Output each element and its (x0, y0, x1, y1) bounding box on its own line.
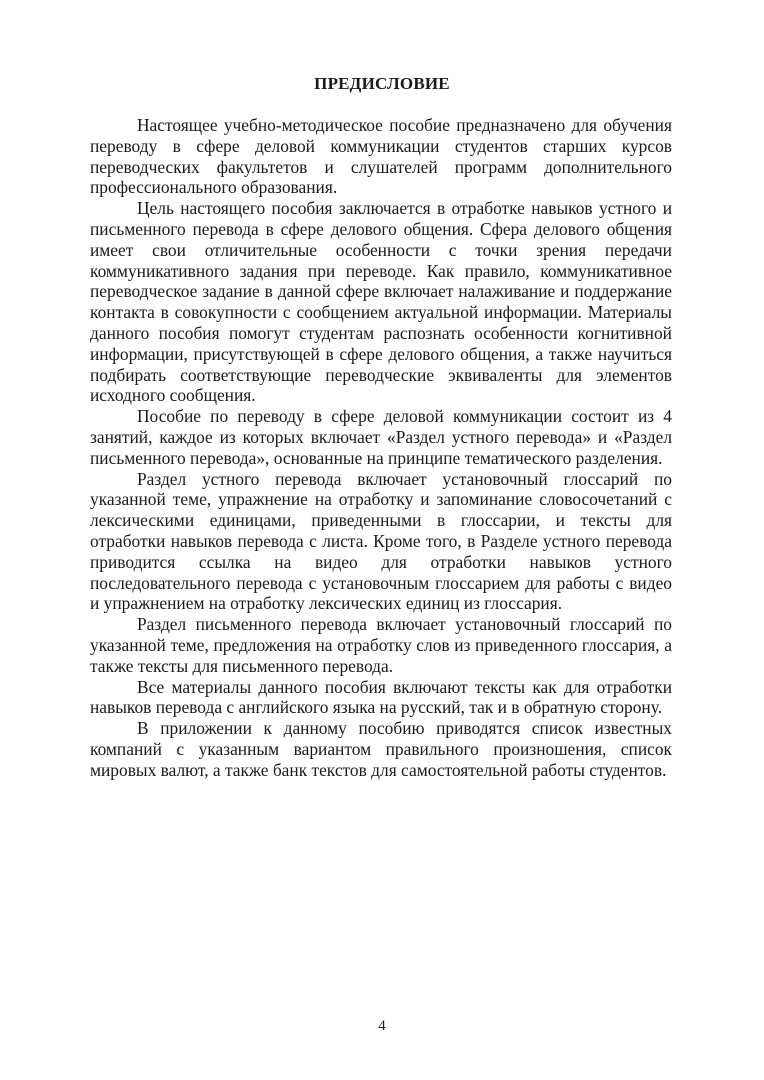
paragraph-purpose: Настоящее учебно-методическое пособие предназначено для обучения переводу в сфере деловой коммуникации студентов старших курсов переводческих факультетов и слушателей программ дополнительного профессионального образования. (90, 115, 672, 198)
paragraph-written-section: Раздел письменного перевода включает установочный глоссарий по указанной теме, предложения на отработку слов из приведенного глоссария, а также тексты для письменного перевода. (90, 614, 672, 676)
paragraph-appendix: В приложении к данному пособию приводятся список известных компаний с указанным вариантом правильного произношения, список мировых валют, а также банк текстов для самостоятельной работы студентов. (90, 718, 672, 780)
page-title: ПРЕДИСЛОВИЕ (314, 74, 450, 93)
paragraph-materials: Все материалы данного пособия включают тексты как для отработки навыков перевода с английского языка на русский, так и в обратную сторону. (90, 676, 672, 718)
page-number: 4 (378, 1018, 386, 1034)
paragraph-structure: Пособие по переводу в сфере деловой коммуникации состоит из 4 занятий, каждое из которых включает «Раздел устного перевода» и «Раздел письменного перевода», основанные на принципе тематического разделения. (90, 406, 672, 468)
paragraph-goal: Цель настоящего пособия заключается в отработке навыков устного и письменного перевода в сфере делового общения. Сфера делового общения имеет свои отличительные особенности с точки зрения передачи коммуникативного задания при переводе. Как правило, коммуникативное переводческое задание в данной сфере включает налаживание и поддержание контакта в совокупности с сообщением актуальной информации. Материалы данного пособия помогут студентам распознать особенности когнитивной информации, присутствующей в сфере делового общения, а также научиться подбирать соответствующие переводческие эквиваленты для элементов исходного сообщения. (90, 198, 672, 406)
paragraph-oral-section: Раздел устного перевода включает установочный глоссарий по указанной теме, упражнение на отработку и запоминание словосочетаний с лексическими единицами, приведенными в глоссарии, и тексты для отработки навыков перевода с листа. Кроме того, в Разделе устного перевода приводится ссылка на видео для отработки навыков устного последовательного перевода с установочным глоссарием для работы с видео и упражнением на отработку лексических единиц из глоссария. (90, 468, 672, 614)
preface-body (90, 115, 672, 781)
